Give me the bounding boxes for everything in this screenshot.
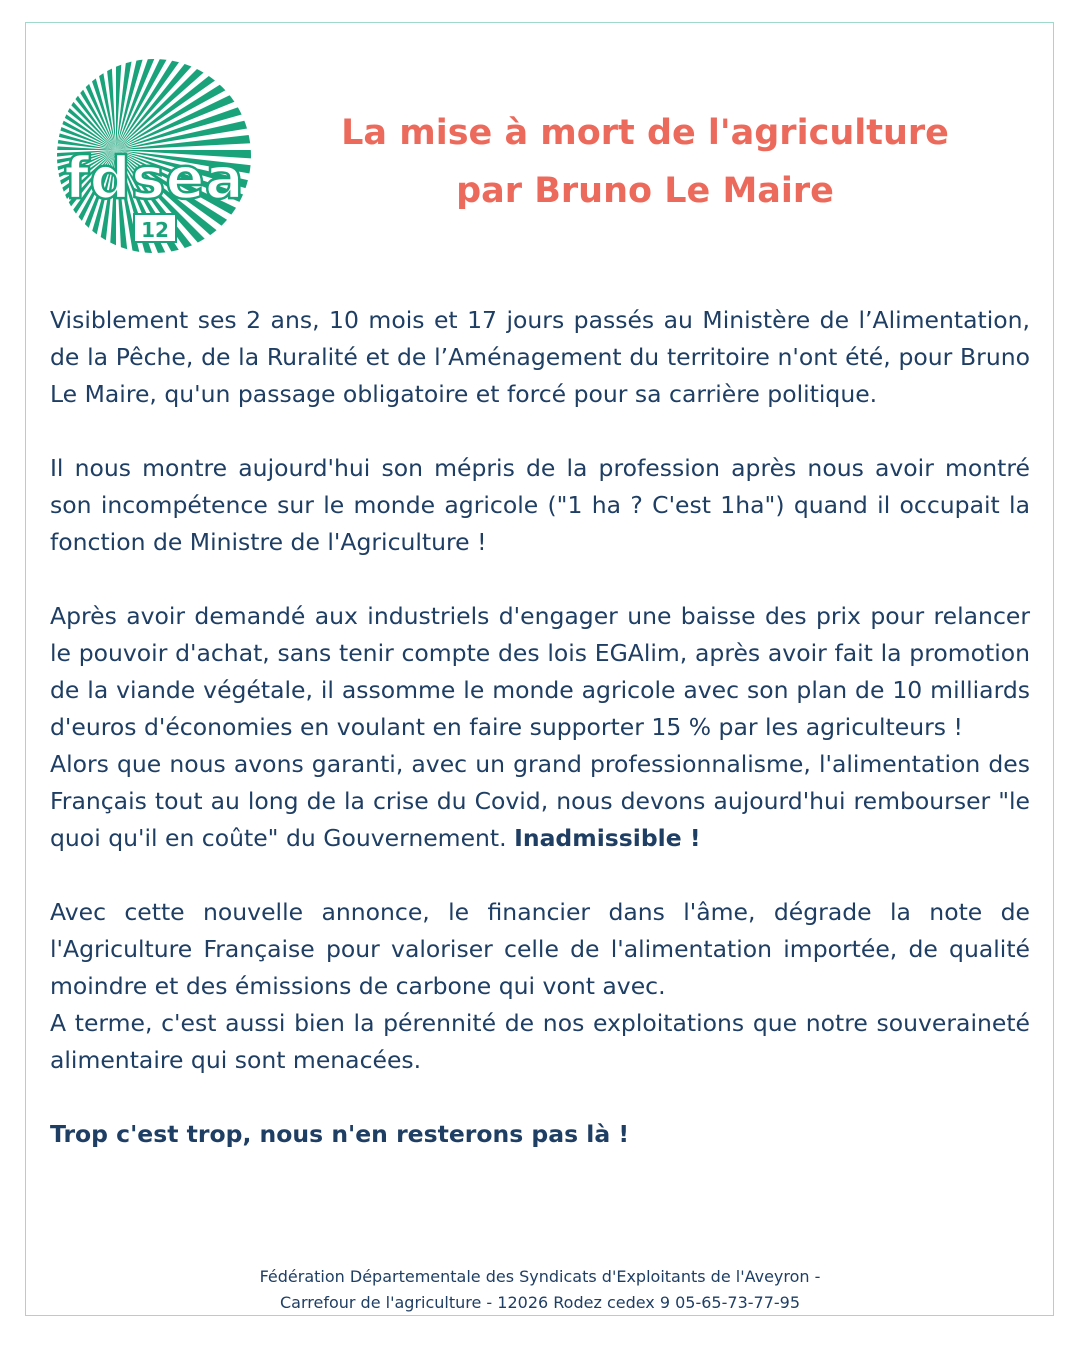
paragraph-3: Après avoir demandé aux industriels d'engager une baisse des prix pour relancer le pouvoir d'achat, sans tenir compte des lois EGAlim, après avoir fait la promotion de la viande végétale, il assomme le monde agricole avec son plan de 10 milliards d'euros d'économies en voulant en faire supporter 15 % par les agriculteurs ! — [50, 602, 1030, 741]
title-line-2: par Bruno Le Maire — [456, 171, 834, 211]
logo-wordmark: fdsea — [64, 144, 244, 212]
footer — [140, 1264, 940, 1316]
footer-line-2: Carrefour de l'agriculture - 12026 Rodez cedex 9 05-65-73-77-95 — [279, 1293, 801, 1312]
closing-statement: Trop c'est trop, nous n'en resterons pas là ! — [50, 1120, 630, 1148]
logo-number: 12 — [141, 218, 169, 242]
paragraph-2: Il nous montre aujourd'hui son mépris de la profession après nous avoir montré son incompétence sur le monde agricole ("1 ha ? C'est 1ha") quand il occupait la fonction de Ministre de l'Agriculture ! — [50, 454, 1030, 556]
paragraph-6: A terme, c'est aussi bien la pérennité de nos exploitations que notre souveraineté alimentaire qui sont menacées. — [50, 1009, 1030, 1074]
paragraph-4-emphasis: Inadmissible ! — [514, 824, 701, 852]
paragraph-4-text: Alors que nous avons garanti, avec un grand professionnalisme, l'alimentation des Français tout au long de la crise du Covid, nous devons aujourd'hui rembourser "le quoi qu'il en coûte" du Gouvernement. — [50, 750, 1030, 852]
footer-line-1: Fédération Départementale des Syndicats d'Exploitants de l'Aveyron - — [259, 1267, 821, 1286]
paragraph-1: Visiblement ses 2 ans, 10 mois et 17 jours passés au Ministère de l’Alimentation, de la Pêche, de la Ruralité et de l’Aménagement du territoire n'ont été, pour Bruno Le Maire, qu'un passage obligatoire et forcé pour sa carrière politique. — [50, 306, 1030, 408]
fdsea-logo — [56, 58, 252, 254]
paragraph-5: Avec cette nouvelle annonce, le financier dans l'âme, dégrade la note de l'Agriculture Française pour valoriser celle de l'alimentation importée, de qualité moindre et des émissions de carbone qui vont avec. — [50, 898, 1030, 1000]
title-line-1: La mise à mort de l'agriculture — [341, 113, 949, 153]
article-body — [50, 302, 1030, 1153]
paragraph-4 — [50, 746, 1030, 857]
page-title — [300, 104, 990, 220]
